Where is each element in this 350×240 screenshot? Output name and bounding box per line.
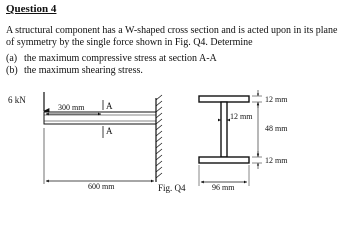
dimension-600mm — [44, 128, 154, 191]
w-cross-section — [199, 96, 249, 163]
section-label-top: A — [106, 101, 113, 111]
dimension-depths — [252, 90, 288, 169]
dim-width-label: 96 mm — [212, 183, 235, 192]
dim-length-label: 600 mm — [88, 182, 115, 191]
question-intro: A structural component has a W-shaped cross section and is acted upon in its plane of symmetry by the single force shown in Fig. Q4. Determine — [6, 25, 338, 48]
part-a-text: the maximum compressive stress at section A-A — [24, 53, 217, 64]
fixed-wall-support — [156, 95, 162, 182]
dimension-width — [199, 165, 249, 192]
dim-web-label: 12 mm — [230, 112, 253, 121]
force-label: 6 kN — [8, 95, 26, 105]
dim-top-flange-label: 12 mm — [265, 95, 288, 104]
dim-depth-label: 48 mm — [265, 124, 288, 133]
section-label-bottom: A — [106, 126, 113, 136]
part-b-text: the maximum shearing stress. — [24, 65, 143, 76]
dim-section-label: 300 mm — [58, 103, 85, 112]
part-b-tag: (b) — [6, 65, 18, 76]
dim-bottom-flange-label: 12 mm — [265, 156, 288, 165]
part-a-tag: (a) — [6, 53, 18, 64]
question-heading: Question 4 — [6, 3, 57, 15]
figure-caption: Fig. Q4 — [158, 183, 186, 193]
